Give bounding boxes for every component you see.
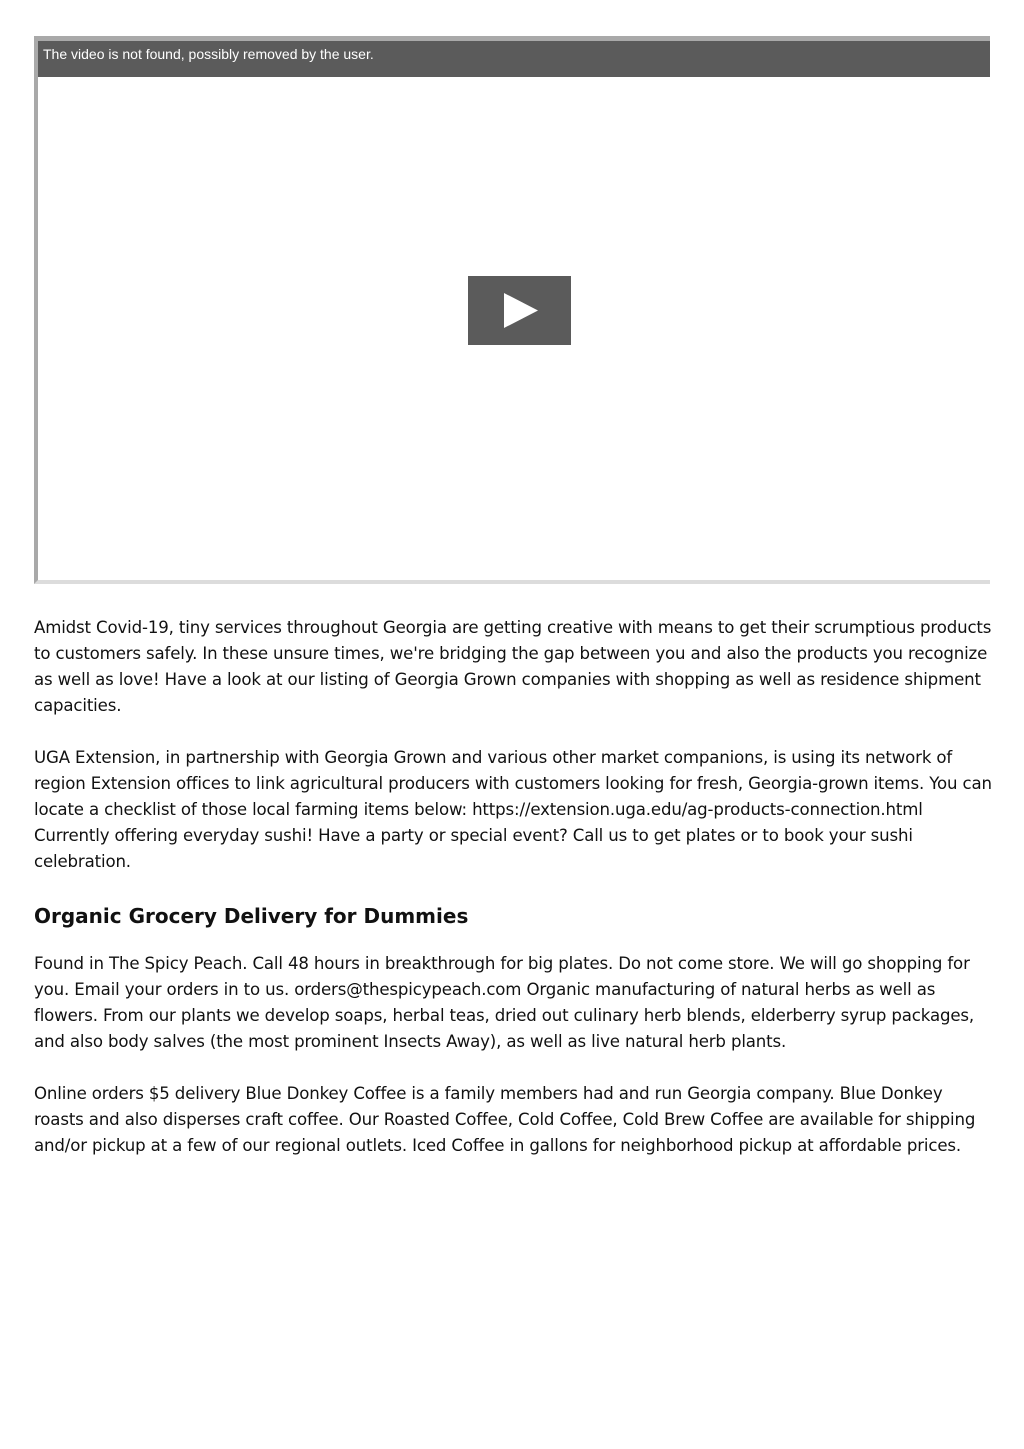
video-error-message: The video is not found, possibly removed by the user. [43,46,374,62]
video-error-bar [38,41,990,77]
article-paragraph-blue-donkey: Online orders $5 delivery Blue Donkey Coffee is a family members had and run Georgia company. Blue Donkey roasts and also disperses craft coffee. Our Roasted Coffee, Cold Coffee, Cold Brew Coffee are available for shipping and/or pickup at a few of our regional outlets. Iced Coffee in gallons for neighborhood pickup at affordable prices. [34,1084,976,1155]
article-body [34,615,994,1185]
article-paragraph-intro: Amidst Covid-19, tiny services throughout Georgia are getting creative with means to get their scrumptious products to customers safely. In these unsure times, we're bridging the gap between you and also the products you recognize as well as love! Have a look at our listing of Georgia Grown companies with shopping as well as residence shipment capacities. [34,618,992,715]
article-paragraph-spicy-peach: Found in The Spicy Peach. Call 48 hours in breakthrough for big plates. Do not come store. We will go shopping for you. Email your orders in to us. orders@thespicypeach.com Organic manufacturing of natural herbs as well as flowers. From our plants we develop soaps, herbal teas, dried out culinary herb blends, elderberry syrup packages, and also body salves (the most prominent Insects Away), as well as live natural herb plants. [34,954,975,1051]
article-heading: Organic Grocery Delivery for Dummies [34,904,469,928]
play-button[interactable] [468,276,571,345]
article-paragraph-uga-extension: UGA Extension, in partnership with Georgia Grown and various other market companions, is using its network of region Extension offices to link agricultural producers with customers looking for fresh, Georgia-grown items. You can locate a checklist of those local farming items below: https://extension.uga.edu/ag-products-connection.html Currently offering everyday sushi! Have a party or special event? Call us to get plates or to book your sushi celebration. [34,748,992,871]
play-icon [504,293,538,328]
video-player[interactable] [34,36,990,584]
